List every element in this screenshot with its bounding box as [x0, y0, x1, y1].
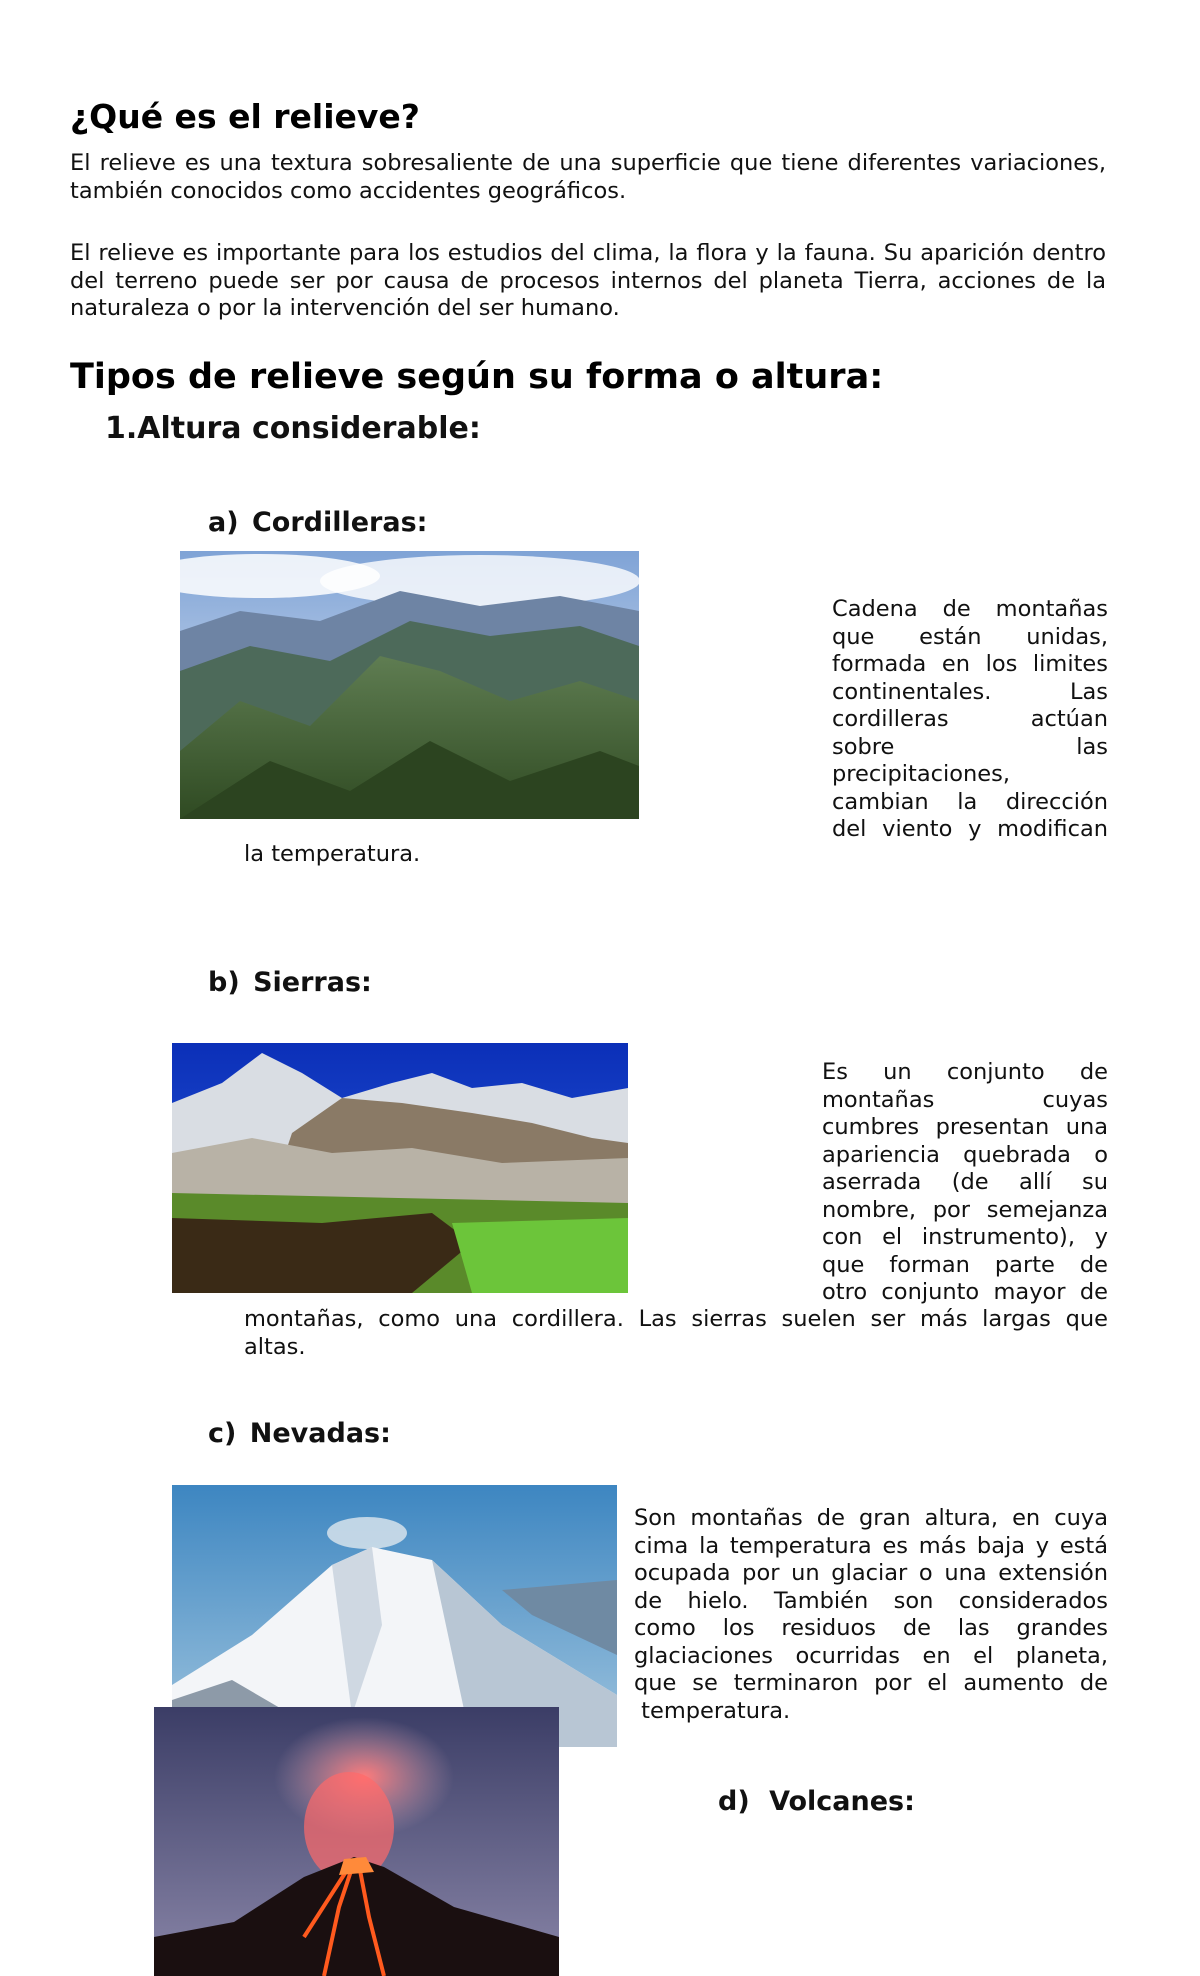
types-title: Tipos de relieve según su forma o altura:	[70, 357, 884, 397]
nevadas-description: Son montañas de gran altura, en cuya cima la temperatura es más baja y está ocupada por un glaciar o una extensión de hielo. También son considerados como los residuos de las grandes glaciaciones ocurridas en el planeta, que se terminaron por el aumento de temperatura.	[634, 1505, 1108, 1724]
cordilleras-description: Cadena de montañas que están unidas, formada en los limites continentales. Las cordilleras actúan sobre las precipitaciones, cambian la dirección del viento y modifican	[832, 596, 1108, 842]
cordilleras-heading: a) Cordilleras:	[208, 507, 428, 538]
erupting-volcano-photo	[154, 1707, 559, 1976]
page-title: ¿Qué es el relieve?	[70, 97, 420, 136]
section-1-heading	[105, 411, 481, 446]
intro-paragraph-1: El relieve es una textura sobresaliente de una superficie que tiene diferentes variaciones, también conocidos como accidentes geográficos.	[70, 150, 1106, 204]
mountain-range-photo	[180, 551, 639, 819]
cordilleras-tail: la temperatura.	[244, 841, 421, 867]
sierra-photo	[172, 1043, 628, 1293]
intro-paragraph-2: El relieve es importante para los estudios del clima, la flora y la fauna. Su aparición dentro del terreno puede ser por causa de procesos internos del planeta Tierra, acciones de la naturaleza o por la intervención del ser humano.	[70, 240, 1106, 321]
section-label: Altura considerable:	[137, 411, 481, 446]
section-number: 1.	[105, 411, 138, 446]
nevadas-heading: c) Nevadas:	[208, 1418, 391, 1449]
sierras-heading: b) Sierras:	[208, 967, 372, 998]
volcanes-heading: d) Volcanes:	[718, 1786, 915, 1817]
sierras-tail: montañas, como una cordillera. Las sierras suelen ser más largas que altas.	[244, 1306, 1108, 1360]
sierras-description: Es un conjunto de montañas cuyas cumbres presentan una apariencia quebrada o aserrada (de allí su nombre, por semejanza con el instrumento), y que forman parte de otro conjunto mayor de	[822, 1059, 1108, 1305]
